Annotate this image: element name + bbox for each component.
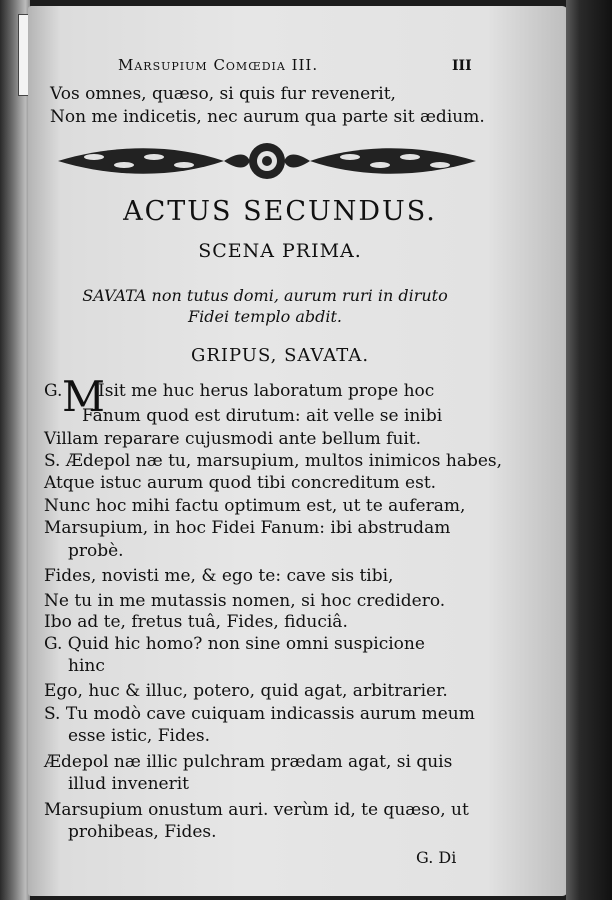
text-line: Nunc hoc mihi factu optimum est, ut te auferam, bbox=[44, 496, 466, 516]
left-page-edge bbox=[0, 0, 30, 900]
text-line: probè. bbox=[68, 541, 124, 561]
text-line: Fides, novisti me, & ego te: cave sis tibi, bbox=[44, 566, 394, 586]
scene-argument-line: Fidei templo abdit. bbox=[188, 307, 342, 326]
text-line: Ne tu in me mutassis nomen, si hoc credidero. bbox=[44, 591, 446, 611]
text-line: hinc bbox=[68, 656, 105, 676]
act-title: ACTUS SECUNDUS. bbox=[123, 196, 437, 227]
text-line: Ibo ad te, fretus tuâ, Fides, fiduciâ. bbox=[44, 612, 348, 632]
speaker-label: G. bbox=[44, 381, 63, 401]
text-line: Non me indicetis, nec aurum qua parte sit ædium. bbox=[50, 107, 485, 127]
running-head: Marsupium Comœdia III. bbox=[118, 56, 319, 74]
text-line: Marsupium, in hoc Fidei Fanum: ibi abstrudam bbox=[44, 518, 451, 538]
text-line: Atque istuc aurum quod tibi concreditum est. bbox=[44, 473, 437, 493]
text-line: prohibeas, Fides. bbox=[68, 822, 217, 842]
text-line: S. Ædepol næ tu, marsupium, multos inimicos habes, bbox=[44, 451, 503, 471]
drop-capital: M bbox=[62, 372, 106, 421]
text-line: esse istic, Fides. bbox=[68, 726, 211, 746]
text-line: Ego, huc & illuc, potero, quid agat, arbitrarier. bbox=[44, 681, 448, 701]
text-line: Marsupium onustum auri. verùm id, te quæso, ut bbox=[44, 800, 469, 820]
text-line: S. Tu modò cave cuiquam indicassis aurum meum bbox=[44, 704, 475, 724]
text-line: illud invenerit bbox=[68, 774, 190, 794]
right-page-edge bbox=[566, 0, 612, 900]
text-line: G. Quid hic homo? non sine omni suspicione bbox=[44, 634, 425, 654]
scene-title: SCENA PRIMA. bbox=[198, 240, 362, 262]
text-line: Ædepol næ illic pulchram prædam agat, si quis bbox=[44, 752, 453, 772]
text-line: Vos omnes, quæso, si quis fur revenerit, bbox=[50, 84, 396, 104]
dramatis-personae: GRIPUS, SAVATA. bbox=[190, 345, 370, 366]
text-line: Villam reparare cujusmodi ante bellum fuit. bbox=[44, 429, 422, 449]
floral-ornament bbox=[54, 140, 480, 182]
text-line: Fanum quod est dirutum: ait velle se inibi bbox=[82, 406, 443, 426]
text-line: Isit me huc herus laboratum prope hoc bbox=[98, 381, 435, 401]
page-number: III bbox=[452, 58, 472, 74]
catchword: G. Di bbox=[416, 848, 457, 867]
scene-argument-line: SAVATA non tutus domi, aurum ruri in diruto bbox=[82, 286, 448, 305]
